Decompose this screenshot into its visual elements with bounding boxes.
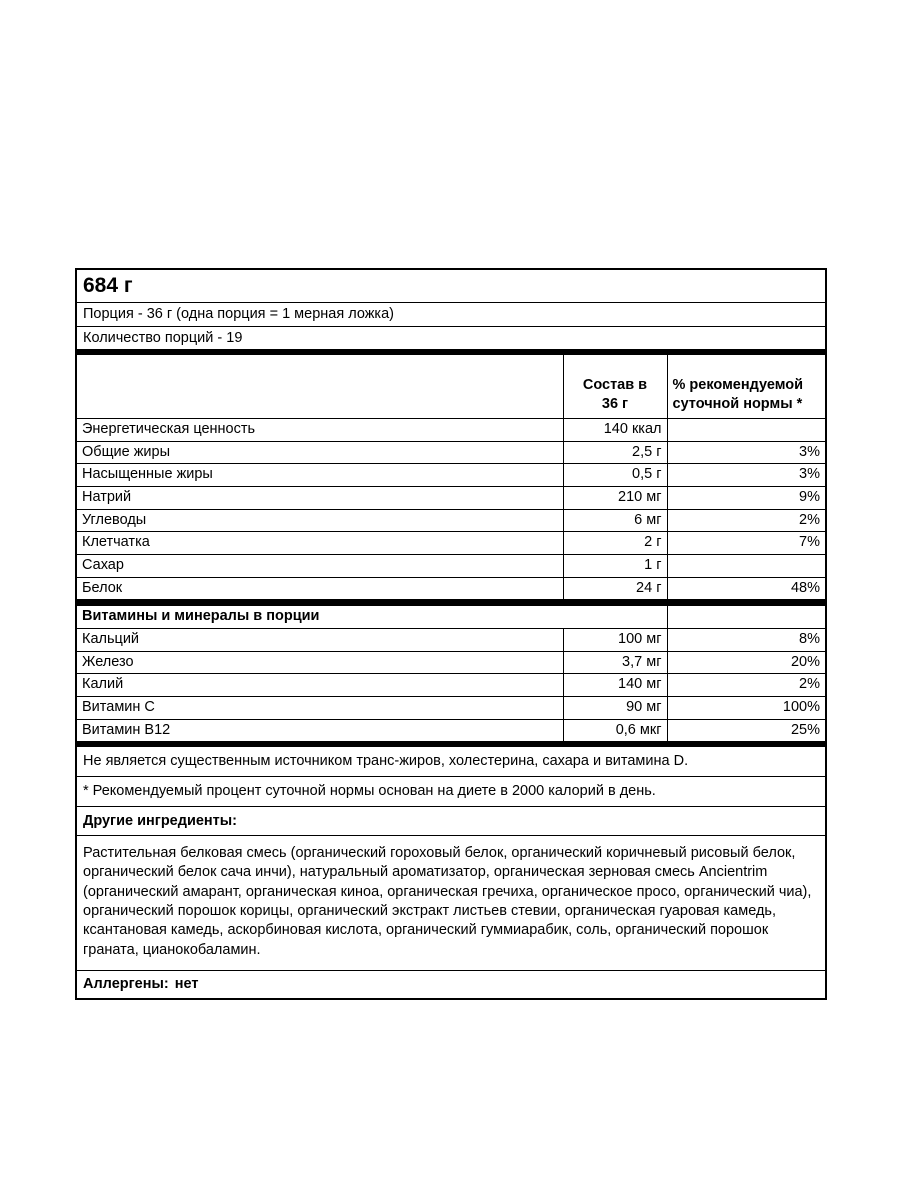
nutrition-facts-panel [75, 268, 827, 1000]
nutrient-name: Насыщенные жиры [77, 464, 563, 487]
vitamins-section-header-row [77, 606, 825, 629]
nutrient-name: Углеводы [77, 509, 563, 532]
nutrient-percent [667, 419, 825, 442]
nutrient-amount: 0,5 г [563, 464, 667, 487]
net-weight: 684 г [83, 274, 133, 297]
table-row [77, 509, 825, 532]
serving-size: Порция - 36 г (одна порция = 1 мерная ложка) [77, 302, 825, 326]
servings-per-container: Количество порций - 19 [77, 326, 825, 350]
vitamin-name: Витамин C [77, 696, 563, 719]
vitamin-percent: 100% [667, 696, 825, 719]
vitamin-name: Железо [77, 651, 563, 674]
header-amount-line2: 36 г [601, 396, 629, 413]
table-row [77, 628, 825, 651]
table-row [77, 719, 825, 742]
vitamin-amount: 0,6 мкг [563, 719, 667, 742]
table-row [77, 577, 825, 600]
nutrient-amount: 2 г [563, 532, 667, 555]
nutrient-name: Белок [77, 577, 563, 600]
nutrient-amount: 2,5 г [563, 441, 667, 464]
nutrient-amount: 6 мг [563, 509, 667, 532]
allergens-row [77, 970, 825, 999]
nutrient-percent: 9% [667, 486, 825, 509]
table-row [77, 554, 825, 577]
vitamin-percent: 2% [667, 674, 825, 697]
vitamin-amount: 140 мг [563, 674, 667, 697]
vitamin-amount: 100 мг [563, 628, 667, 651]
nutrient-percent: 3% [667, 441, 825, 464]
header-percent [667, 355, 825, 419]
nutrient-percent: 7% [667, 532, 825, 555]
nutrient-name: Клетчатка [77, 532, 563, 555]
vitamin-amount: 90 мг [563, 696, 667, 719]
vitamins-section-spacer [667, 606, 825, 629]
nutrient-amount: 1 г [563, 554, 667, 577]
nutrition-table [77, 354, 825, 600]
vitamin-name: Калий [77, 674, 563, 697]
table-row [77, 696, 825, 719]
header-nutrient [77, 355, 563, 419]
header-amount [563, 355, 667, 419]
nutrient-percent: 48% [667, 577, 825, 600]
allergens-label: Аллергены: [83, 975, 169, 992]
vitamins-section-title: Витамины и минералы в порции [77, 606, 667, 629]
vitamin-percent: 8% [667, 628, 825, 651]
header-percent-line2: суточной нормы * [672, 396, 803, 413]
vitamins-table [77, 605, 825, 742]
nutrient-name: Сахар [77, 554, 563, 577]
ingredients-text: Растительная белковая смесь (органический гороховый белок, органический коричневый рисовый белок, органический белок сача инчи), натуральный ароматизатор, органическая зерновая смесь Ancientrim (органический амарант, органическая киноа, органическая гречиха, органическое просо, органический чиа), органический порошок корицы, органический экстракт листьев стевии, органическая гуаровая камедь, ксантановая камедь, аскорбиновая кислота, органический гуммиарабик, соль, органический порошок граната, цианокобаламин. [77, 835, 825, 970]
vitamin-name: Витамин B12 [77, 719, 563, 742]
table-row [77, 674, 825, 697]
table-header-row [77, 355, 825, 419]
vitamin-name: Кальций [77, 628, 563, 651]
nutrient-amount: 140 ккал [563, 419, 667, 442]
nutrient-name: Энергетическая ценность [77, 419, 563, 442]
table-row [77, 651, 825, 674]
other-ingredients-title: Другие ингредиенты: [77, 806, 825, 836]
table-row [77, 464, 825, 487]
vitamin-percent: 20% [667, 651, 825, 674]
nutrient-percent [667, 554, 825, 577]
table-row [77, 441, 825, 464]
nutrient-amount: 210 мг [563, 486, 667, 509]
header-percent-line1: % рекомендуемой [672, 377, 804, 394]
header-amount-line1: Состав в [582, 377, 648, 394]
nutrient-percent: 3% [667, 464, 825, 487]
note-not-significant-source: Не является существенным источником транс-жиров, холестерина, сахара и витамина D. [83, 753, 689, 770]
allergens-value: нет [174, 975, 199, 992]
note-daily-value-basis: * Рекомендуемый процент суточной нормы основан на диете в 2000 калорий в день. [77, 776, 825, 806]
nutrient-amount: 24 г [563, 577, 667, 600]
vitamin-amount: 3,7 мг [563, 651, 667, 674]
table-row [77, 486, 825, 509]
vitamin-percent: 25% [667, 719, 825, 742]
table-row [77, 419, 825, 442]
nutrient-percent: 2% [667, 509, 825, 532]
nutrient-name: Общие жиры [77, 441, 563, 464]
table-row [77, 532, 825, 555]
nutrient-name: Натрий [77, 486, 563, 509]
